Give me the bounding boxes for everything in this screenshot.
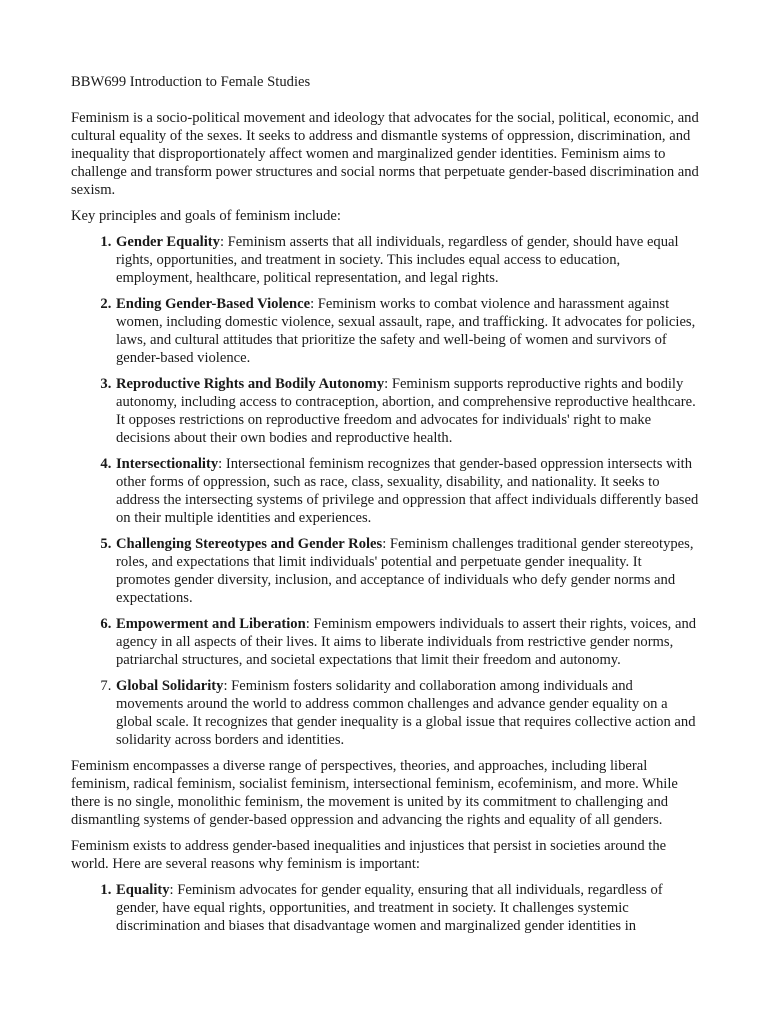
list-item-text: : Feminism empowers individuals to assert their rights, voices, and agency in all aspects of their lives. It aims to liberate individuals from restrictive gender norms, patriarchal structures, and societal expectations that limit their freedom and autonomy. xyxy=(116,616,697,668)
list-item-text: : Feminism fosters solidarity and collaboration among individuals and movements around the world to address common challenges and advance gender equality on a global scale. It recognizes that gender inequality is a global issue that requires collective action and solidarity across borders and identities. xyxy=(116,678,696,748)
list-item-term: Global Solidarity xyxy=(116,678,224,694)
list-item xyxy=(115,615,699,669)
list-item xyxy=(115,295,699,367)
reasons-list xyxy=(71,881,699,935)
list-item xyxy=(115,881,699,935)
list-item-text: : Feminism asserts that all individuals, regardless of gender, should have equal rights, opportunities, and treatment in society. This includes equal access to education, employment, healthcare, political representation, and legal rights. xyxy=(116,234,679,286)
list-item xyxy=(115,677,699,749)
principles-lead: Key principles and goals of feminism include: xyxy=(71,208,341,224)
list-item-term: Challenging Stereotypes and Gender Roles xyxy=(116,536,383,552)
intro-paragraph: Feminism is a socio-political movement and ideology that advocates for the social, political, economic, and cultural equality of the sexes. It seeks to address and dismantle systems of oppression, discrimination, and inequality that disproportionately affect women and marginalized gender identities. Feminism aims to challenge and transform power structures and social norms that perpetuate gender-based discrimination and sexism. xyxy=(71,110,699,198)
list-item-term: Empowerment and Liberation xyxy=(116,616,306,632)
diversity-paragraph: Feminism encompasses a diverse range of perspectives, theories, and approaches, including liberal feminism, radical feminism, socialist feminism, intersectional feminism, ecofeminism, and more. While there is no single, monolithic feminism, the movement is united by its commitment to challenging and dismantling systems of gender-based oppression and advancing the rights and equality of all genders. xyxy=(71,758,678,828)
list-item-term: Reproductive Rights and Bodily Autonomy xyxy=(116,376,385,392)
list-item-term: Equality xyxy=(116,882,170,898)
list-item xyxy=(115,455,699,527)
list-item-text: : Feminism supports reproductive rights and bodily autonomy, including access to contraception, abortion, and comprehensive reproductive healthcare. It opposes restrictions on reproductive freedom and advocates for individuals' right to make decisions about their own bodies and reproductive health. xyxy=(116,376,696,446)
list-item-text: : Feminism challenges traditional gender stereotypes, roles, and expectations that limit individuals' potential and perpetuate gender inequality. It promotes gender diversity, inclusion, and acceptance of individuals who defy gender norms and expectations. xyxy=(116,536,694,606)
list-item-term: Gender Equality xyxy=(116,234,220,250)
reasons-lead: Feminism exists to address gender-based inequalities and injustices that persist in societies around the world. Here are several reasons why feminism is important: xyxy=(71,838,667,872)
list-item-term: Intersectionality xyxy=(116,456,219,472)
principles-list xyxy=(71,233,699,749)
list-item xyxy=(115,233,699,287)
list-item-term: Ending Gender-Based Violence xyxy=(116,296,311,312)
document-title: BBW699 Introduction to Female Studies xyxy=(71,74,311,90)
list-item xyxy=(115,375,699,447)
list-item-text: : Feminism works to combat violence and harassment against women, including domestic violence, sexual assault, rape, and trafficking. It advocates for policies, laws, and cultural attitudes that prioritize the safety and well-being of women and survivors of gender-based violence. xyxy=(116,296,696,366)
list-item-text: : Feminism advocates for gender equality, ensuring that all individuals, regardless of gender, have equal rights, opportunities, and treatment in society. It challenges systemic discrimination and biases that disadvantage women and marginalized gender identities in xyxy=(116,882,663,934)
list-item xyxy=(115,535,699,607)
list-item-text: : Intersectional feminism recognizes that gender-based oppression intersects with other forms of oppression, such as race, class, sexuality, disability, and nationality. It seeks to address the intersecting systems of privilege and oppression that affect individuals differently based on their multiple identities and experiences. xyxy=(116,456,699,526)
document-page xyxy=(71,73,699,943)
